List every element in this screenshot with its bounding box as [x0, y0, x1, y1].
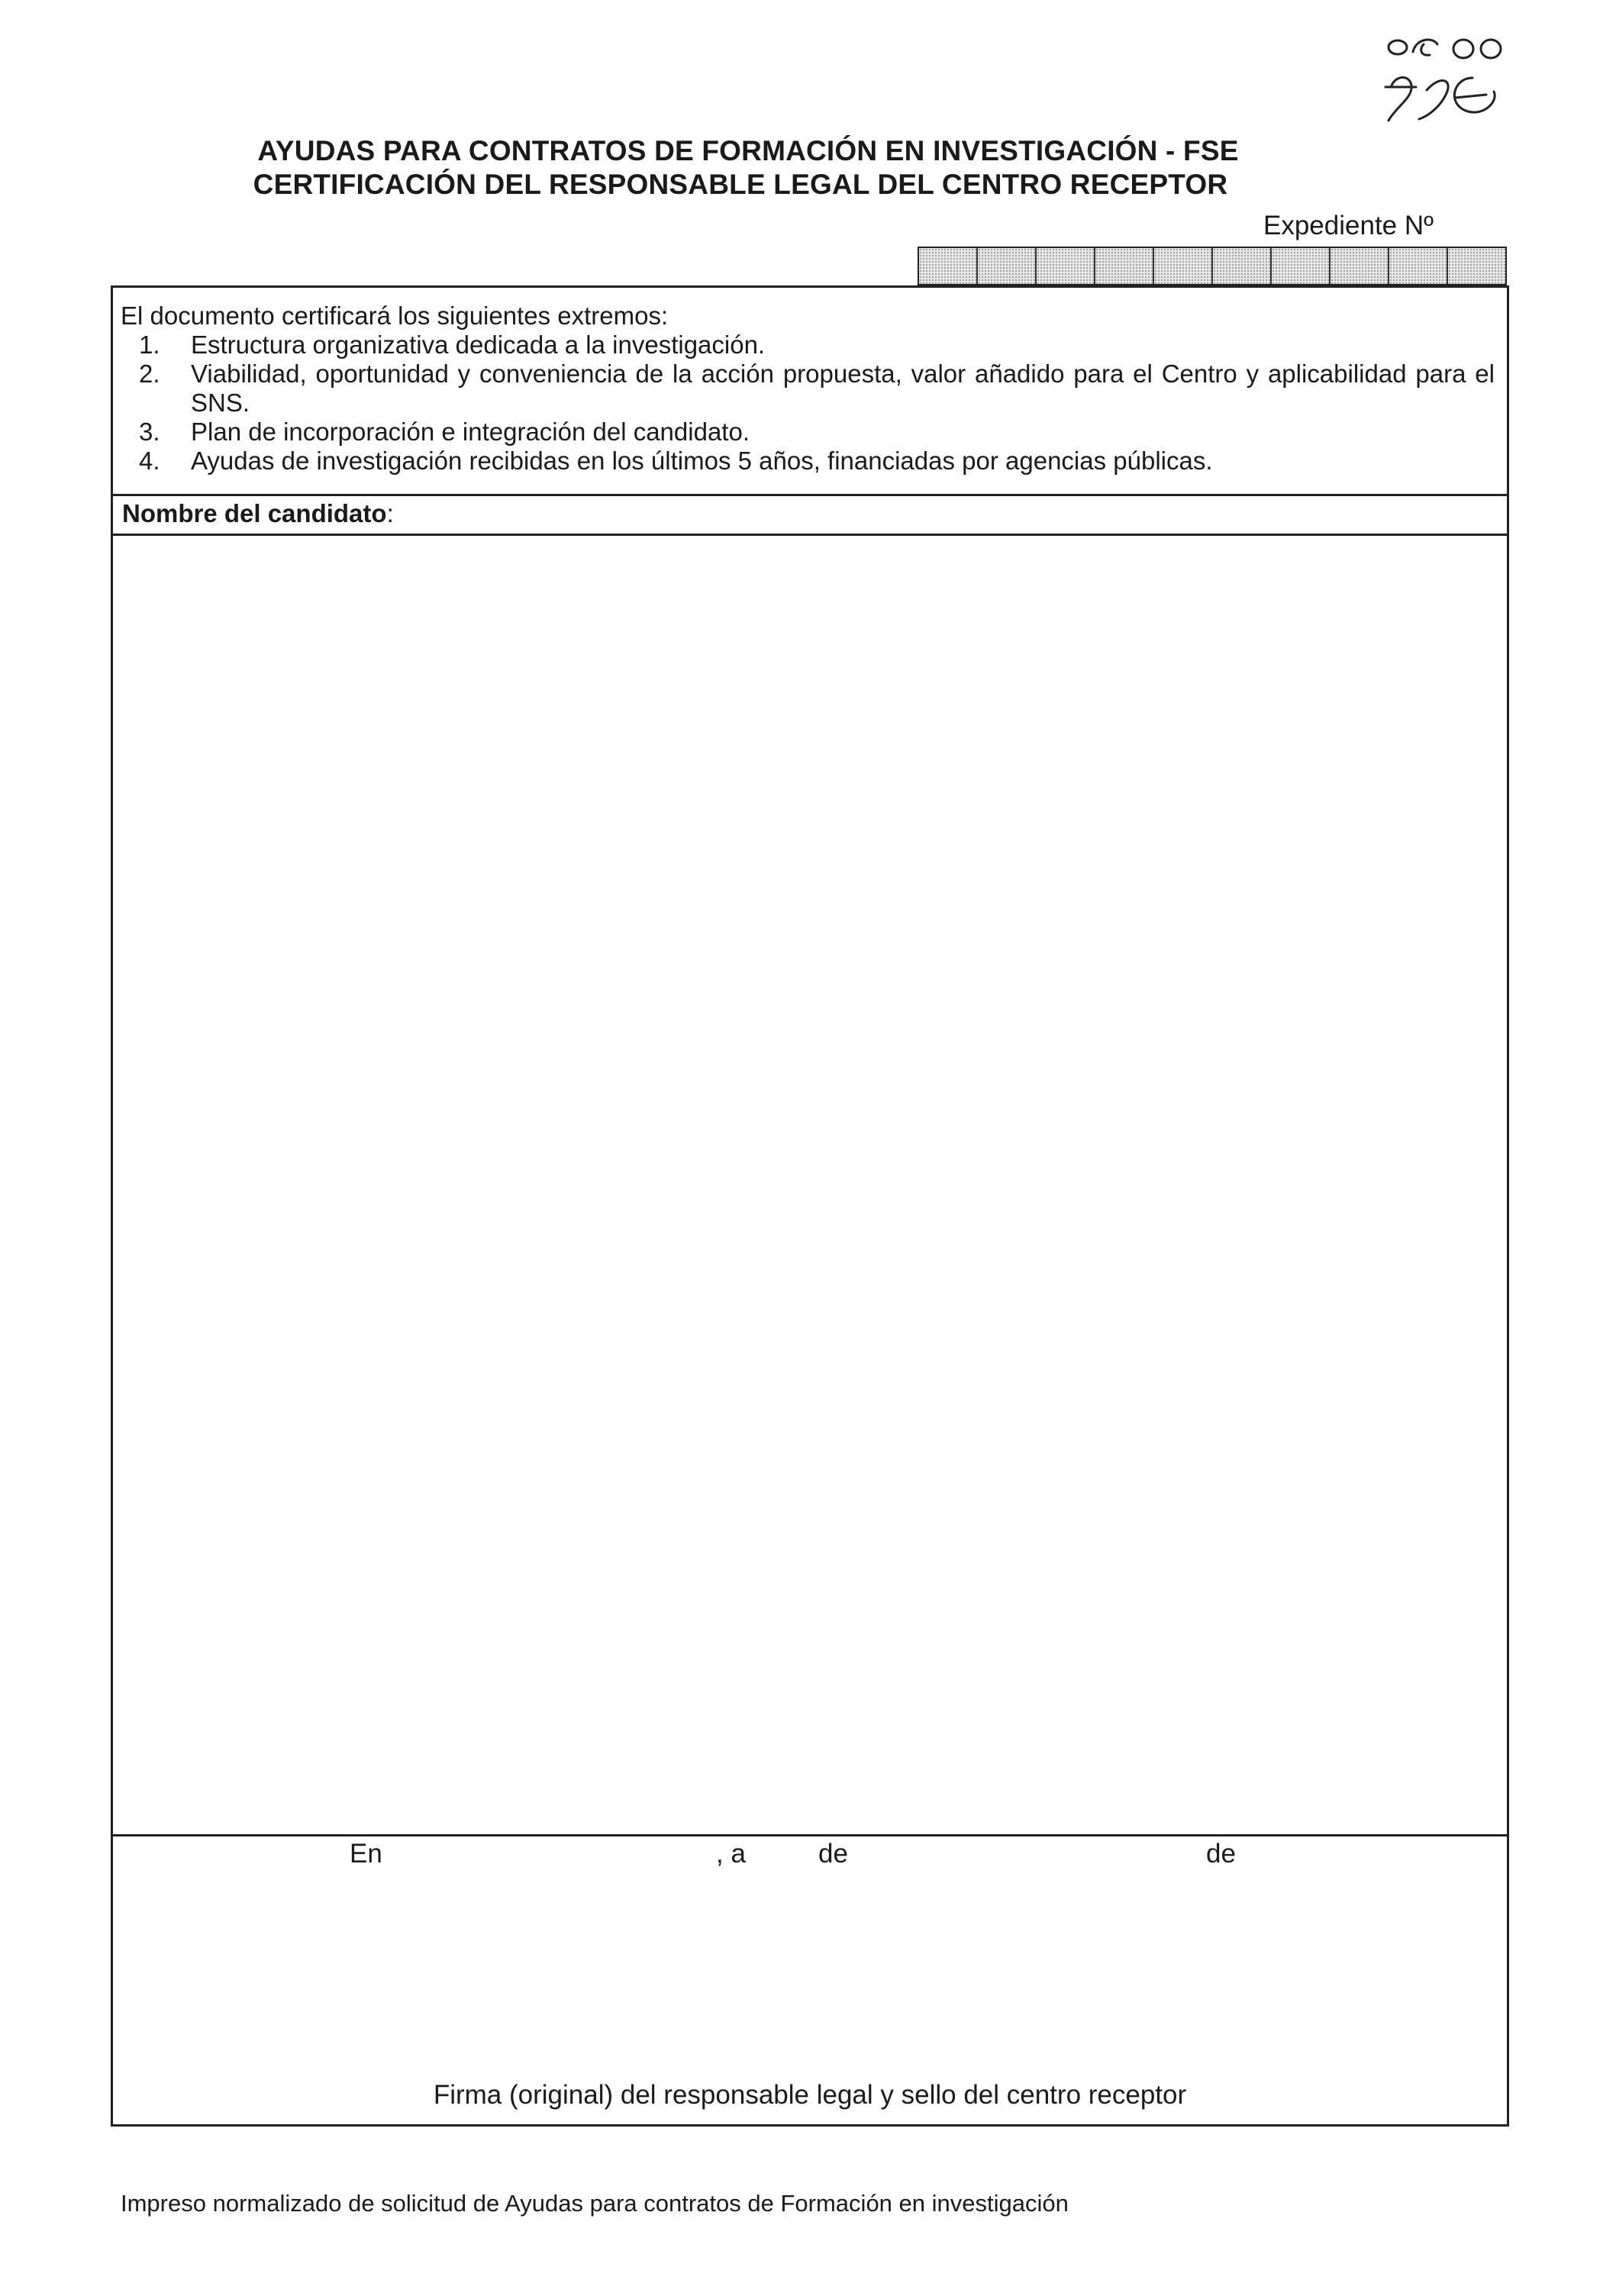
expediente-label: Expediente Nº: [1263, 211, 1434, 240]
instructions-intro: El documento certificará los siguientes extremos:: [121, 302, 669, 330]
handwritten-stamp-icon: [1370, 21, 1546, 136]
expediente-digit-box[interactable]: [1389, 248, 1448, 284]
expediente-digit-box[interactable]: [1154, 248, 1213, 284]
date-comma-a: , a: [716, 1839, 746, 1869]
instruction-number: 1.: [139, 331, 160, 359]
expediente-digit-box[interactable]: [919, 248, 978, 284]
form-footer: Impreso normalizado de solicitud de Ayudas para contratos de Formación en investigación: [121, 2190, 1069, 2217]
expediente-digit-box[interactable]: [1272, 248, 1331, 284]
certification-text-area[interactable]: [113, 536, 1507, 1833]
instruction-text: Plan de incorporación e integración del candidato.: [191, 418, 750, 446]
instruction-item: [139, 331, 1495, 360]
candidate-label-colon: :: [386, 499, 394, 527]
expediente-digit-box[interactable]: [1213, 248, 1272, 284]
instruction-text: Viabilidad, oportunidad y conveniencia de la acción propuesta, valor añadido para el Centro y aplicabilidad para el SNS.: [191, 360, 1495, 417]
date-de-label: de: [818, 1839, 848, 1869]
expediente-digit-box[interactable]: [1095, 248, 1154, 284]
date-place-label: En: [350, 1839, 382, 1869]
expediente-digit-box[interactable]: [1448, 248, 1505, 284]
instruction-item: [139, 418, 1495, 447]
form-title: AYUDAS PARA CONTRATOS DE FORMACIÓN EN INVESTIGACIÓN - FSE: [257, 135, 1239, 166]
expediente-digit-box[interactable]: [1331, 248, 1389, 284]
candidate-name-label: [122, 498, 394, 529]
candidate-label-text: Nombre del candidato: [122, 499, 387, 527]
signature-caption: Firma (original) del responsable legal y sello del centro receptor: [433, 2080, 1187, 2110]
instruction-text: Estructura organizativa dedicada a la investigación.: [191, 331, 766, 359]
expediente-digit-box[interactable]: [978, 248, 1037, 284]
instruction-item: [139, 447, 1495, 476]
certification-form-frame: [111, 285, 1509, 2127]
date-de-year-label: de: [1206, 1839, 1236, 1869]
form-subtitle: CERTIFICACIÓN DEL RESPONSABLE LEGAL DEL CENTRO RECEPTOR: [253, 169, 1228, 200]
expediente-digit-box[interactable]: [1037, 248, 1095, 284]
instruction-number: 4.: [139, 447, 160, 475]
instruction-item: [139, 360, 1495, 418]
expediente-number-boxes[interactable]: [918, 247, 1507, 286]
instructions-block: [121, 302, 1495, 476]
instruction-number: 3.: [139, 418, 160, 446]
divider: [113, 1834, 1507, 1836]
instruction-number: 2.: [139, 360, 160, 388]
instruction-text: Ayudas de investigación recibidas en los últimos 5 años, financiadas por agencias públicas.: [191, 447, 1213, 475]
divider: [113, 494, 1507, 496]
